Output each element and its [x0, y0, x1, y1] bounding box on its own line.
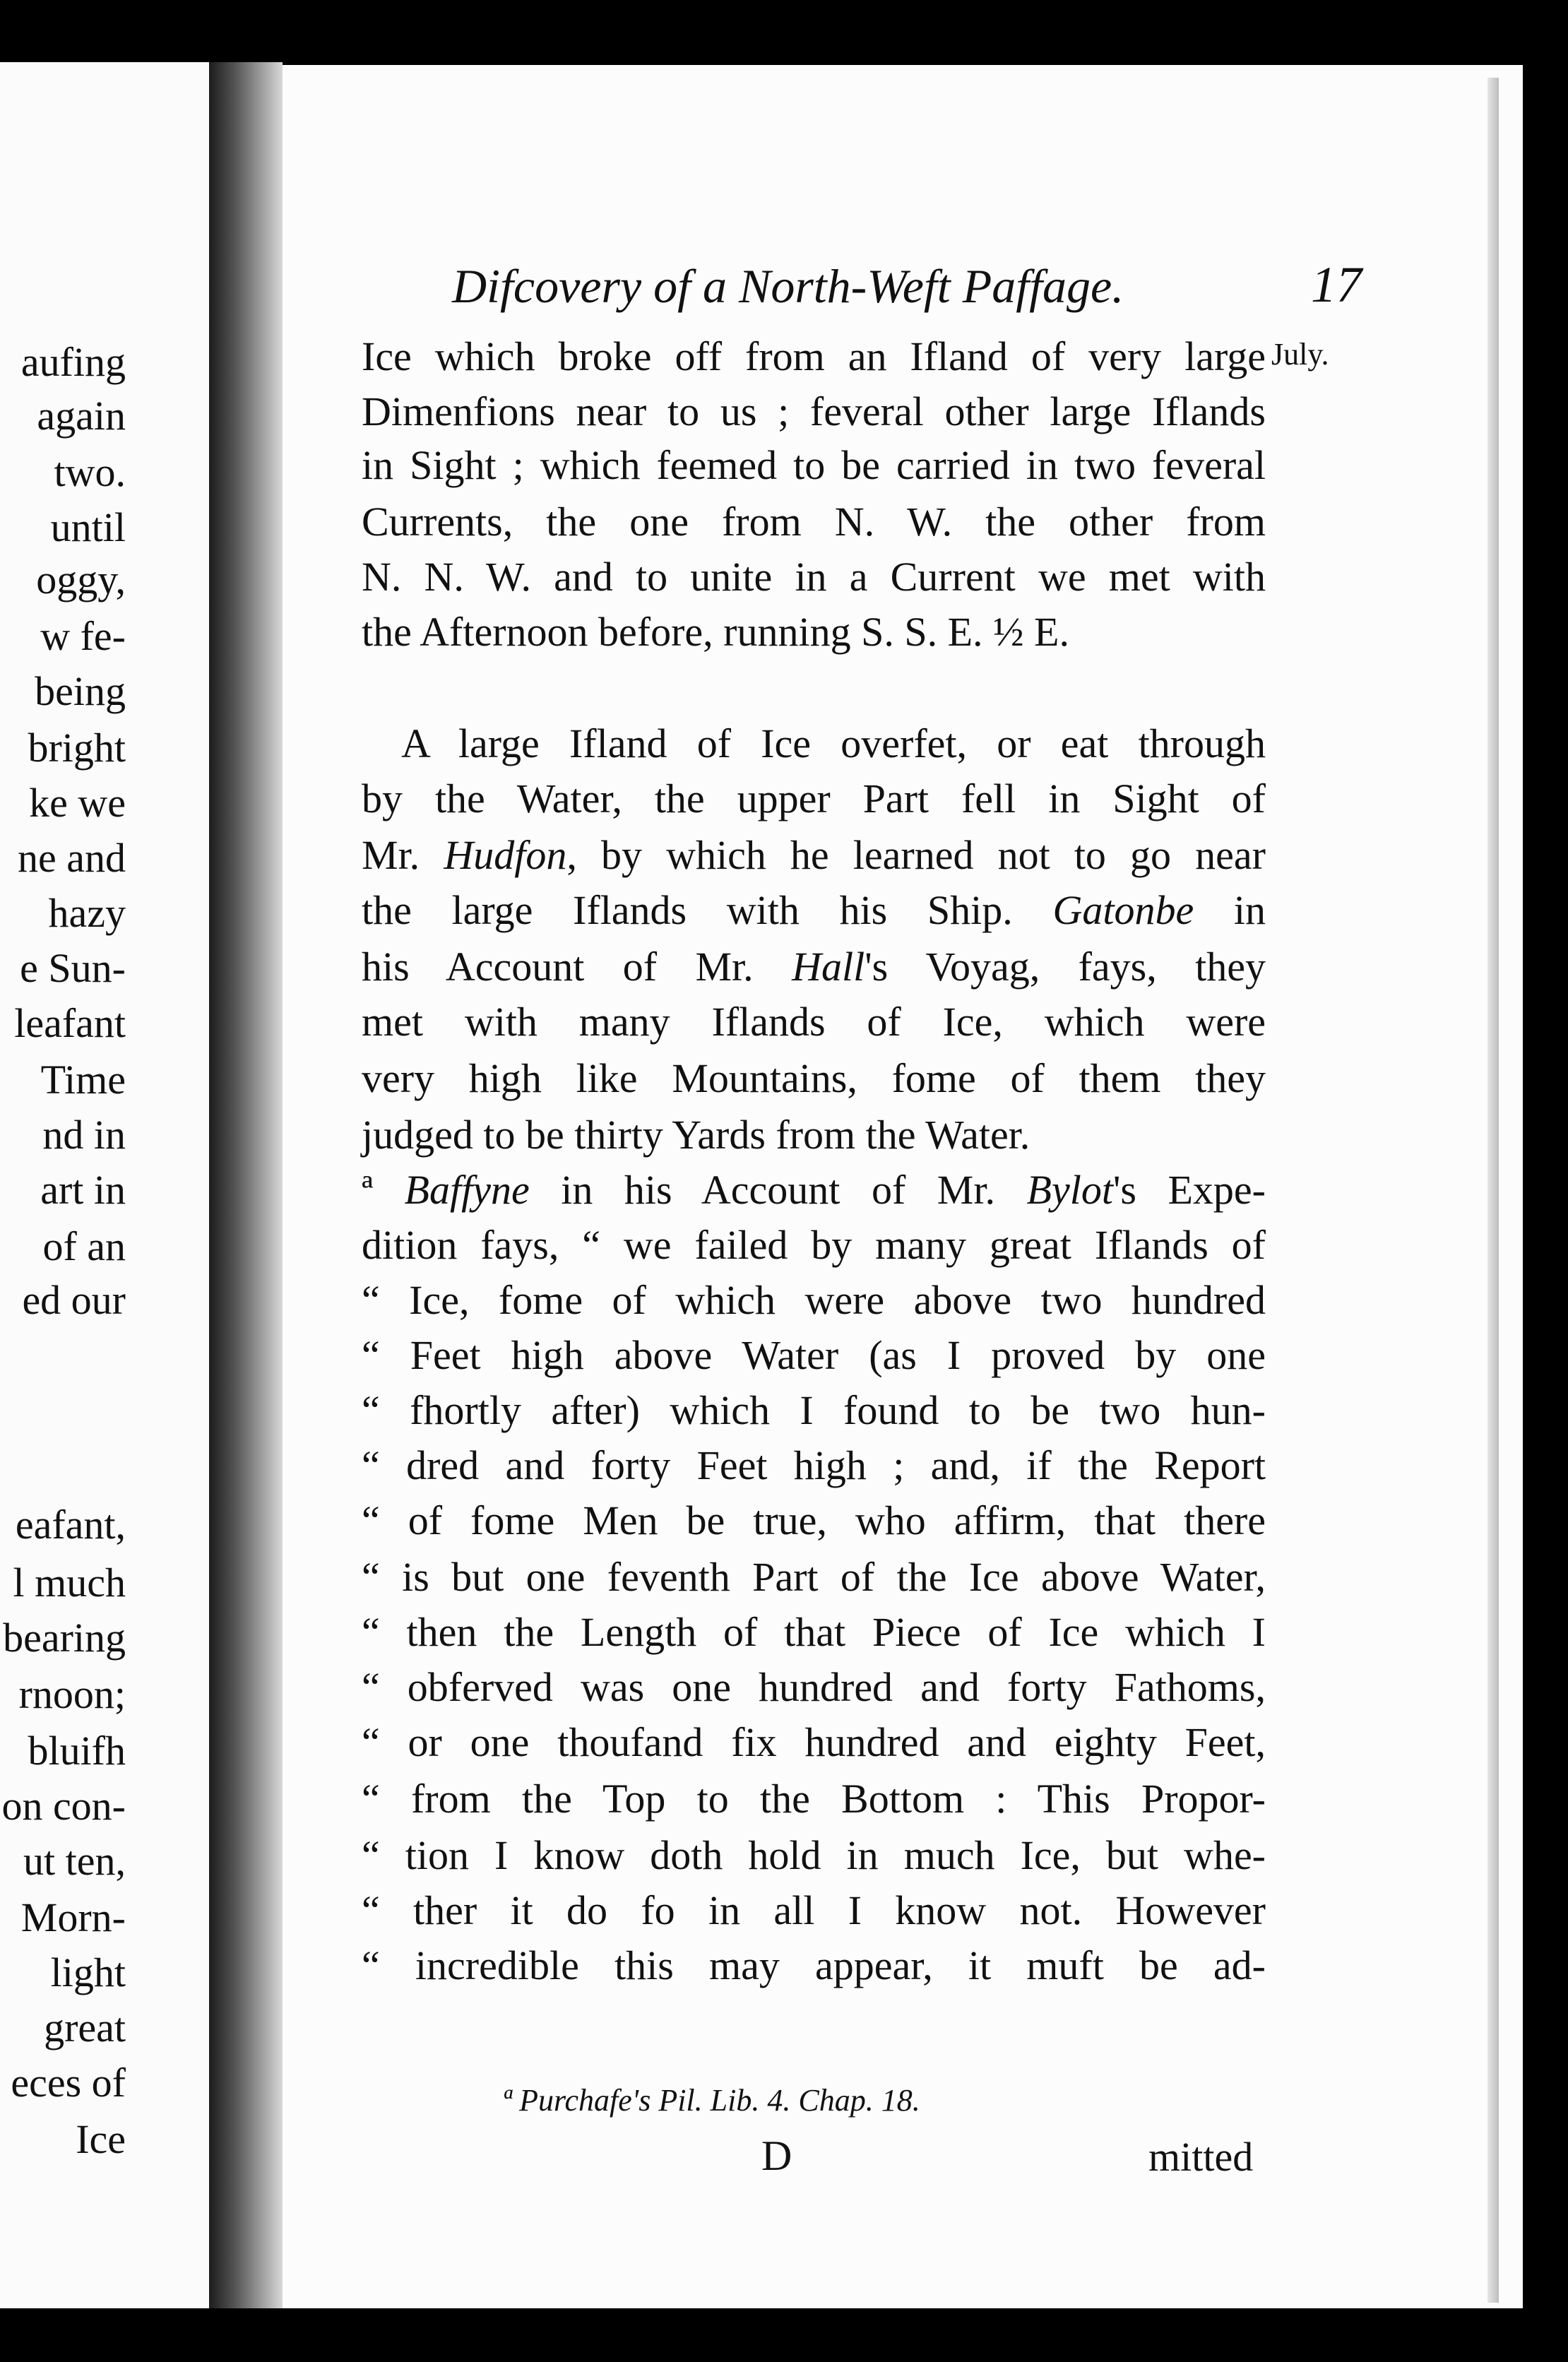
left-page-line: being: [35, 668, 126, 714]
body-line: Dimenfions near to us ; feveral other large Iflands: [362, 388, 1266, 434]
body-line: “ dred and forty Feet high ; and, if the Report: [362, 1442, 1266, 1488]
body-line: “ obferved was one hundred and forty Fathoms,: [362, 1664, 1266, 1710]
signature-mark: D: [761, 2132, 792, 2179]
left-page-line: Morn-: [20, 1894, 126, 1940]
left-page-line: of an: [42, 1223, 126, 1269]
body-line: Ice which broke off from an Ifland of very large: [362, 333, 1266, 379]
body-line: ª Baffyne in his Account of Mr. Bylot's Expe-: [362, 1167, 1266, 1213]
body-line: in Sight ; which feemed to be carried in two feveral: [362, 442, 1266, 488]
left-page-line: e Sun-: [20, 945, 126, 991]
left-page-line: aufing: [20, 339, 126, 385]
footnote: ª Purchafe's Pil. Lib. 4. Chap. 18.: [503, 2083, 920, 2118]
left-page-line: w fe-: [40, 613, 126, 659]
book-spine-shadow: [209, 62, 283, 2308]
left-page-line: l much: [13, 1560, 126, 1606]
body-line: the large Iflands with his Ship. Gatonbe in: [362, 887, 1266, 933]
left-page-line: rnoon;: [18, 1671, 126, 1717]
body-line: by the Water, the upper Part fell in Sight of: [362, 776, 1266, 821]
body-line: “ fhortly after) which I found to be two hun-: [362, 1387, 1266, 1433]
page-edge: [1487, 78, 1499, 2303]
body-line: “ of fome Men be true, who affirm, that there: [362, 1497, 1266, 1543]
body-line: Mr. Hudfon, by which he learned not to go near: [362, 832, 1266, 878]
left-page-line: light: [50, 1949, 126, 1995]
left-page-line: eces of: [11, 2060, 126, 2106]
running-head: Difcovery of a North-Weft Paffage.: [452, 259, 1124, 313]
left-page-line: on con-: [1, 1783, 126, 1829]
body-line: “ Feet high above Water (as I proved by one: [362, 1332, 1266, 1378]
left-page-line: bearing: [3, 1615, 126, 1661]
left-page-line: art in: [40, 1167, 126, 1213]
left-page-line: bright: [28, 725, 126, 771]
catchword: mitted: [1148, 2134, 1254, 2180]
left-page-line: Time: [40, 1057, 126, 1103]
body-line: “ is but one feventh Part of the Ice above Water,: [362, 1554, 1266, 1600]
page-number: 17: [1311, 256, 1362, 313]
left-page-line: again: [37, 393, 126, 439]
left-facing-page: [0, 62, 209, 2308]
left-page-line: until: [50, 504, 126, 550]
body-line: met with many Iflands of Ice, which were: [362, 999, 1266, 1045]
body-line: “ ther it do fo in all I know not. However: [362, 1887, 1266, 1933]
body-line: “ from the Top to the Bottom : This Propor-: [362, 1776, 1266, 1822]
body-line: “ tion I know doth hold in much Ice, but whe-: [362, 1832, 1266, 1878]
left-page-line: bluifh: [28, 1728, 126, 1774]
left-page-line: ke we: [29, 780, 126, 826]
body-line: Currents, the one from N. W. the other from: [362, 499, 1266, 545]
marginal-note: July.: [1271, 337, 1329, 372]
body-line: N. N. W. and to unite in a Current we met with: [362, 554, 1266, 600]
left-page-line: oggy,: [36, 557, 126, 603]
body-line: the Afternoon before, running S. S. E. ½ E.: [362, 609, 1069, 655]
body-line: “ Ice, fome of which were above two hundred: [362, 1277, 1266, 1323]
body-line: “ then the Length of that Piece of Ice which I: [362, 1609, 1266, 1655]
left-page-line: great: [44, 2005, 126, 2051]
left-page-line: two.: [54, 449, 126, 495]
body-line: dition fays, “ we failed by many great Iflands of: [362, 1222, 1266, 1268]
left-page-line: ne and: [18, 835, 126, 881]
left-page-line: ut ten,: [23, 1838, 126, 1884]
left-page-line: eafant,: [15, 1502, 126, 1548]
body-line: A large Ifland of Ice overfet, or eat through: [401, 720, 1266, 766]
left-page-line: ed our: [22, 1277, 126, 1323]
body-line: judged to be thirty Yards from the Water.: [362, 1112, 1031, 1158]
left-page-line: hazy: [48, 890, 126, 936]
body-line: “ incredible this may appear, it muft be ad-: [362, 1942, 1266, 1988]
body-line: his Account of Mr. Hall's Voyag, fays, they: [362, 944, 1266, 990]
left-page-line: Ice: [76, 2116, 126, 2162]
left-page-line: leafant: [14, 1000, 126, 1046]
body-line: very high like Mountains, fome of them they: [362, 1055, 1266, 1101]
body-line: “ or one thoufand fix hundred and eighty Feet,: [362, 1719, 1266, 1765]
left-page-line: nd in: [42, 1112, 126, 1158]
